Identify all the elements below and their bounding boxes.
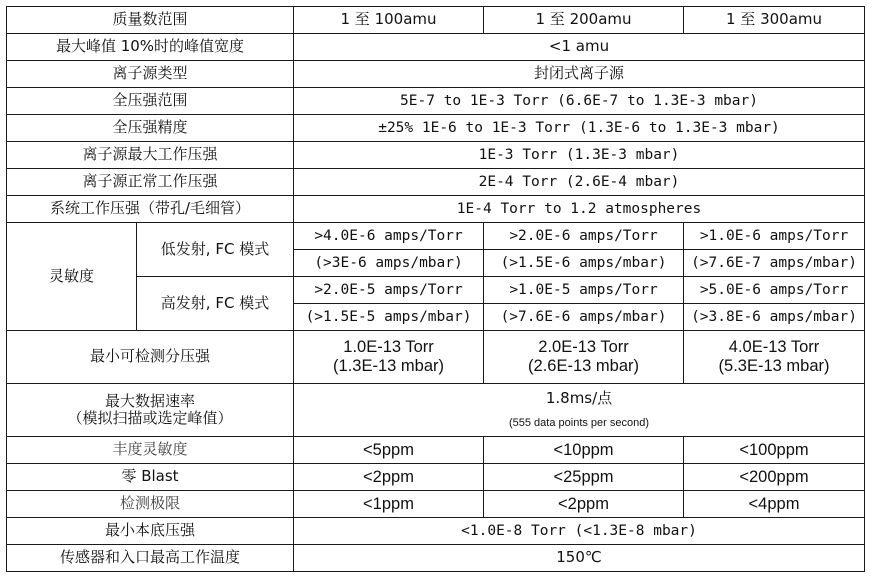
table-row — [7, 223, 865, 250]
cell-value: 2E-4 Torr (2.6E-4 mbar) — [294, 169, 865, 196]
row-label: 全压强范围 — [7, 88, 294, 115]
cell-value: >1.0E-6 amps/Torr — [684, 223, 865, 250]
sub-row-label: 低发射, FC 模式 — [137, 223, 294, 277]
cell-value — [294, 384, 865, 437]
cell-value: <1.0E-8 Torr (<1.3E-8 mbar) — [294, 518, 865, 545]
row-label: 灵敏度 — [7, 223, 137, 331]
row-label: 丰度灵敏度 — [7, 437, 294, 464]
spec-table-container — [6, 6, 865, 572]
cell-value: <2ppm — [294, 464, 484, 491]
table-row — [7, 331, 865, 384]
cell-value: 1 至 300amu — [684, 7, 865, 34]
cell-value: 1E-4 Torr to 1.2 atmospheres — [294, 196, 865, 223]
cell-value: <25ppm — [484, 464, 684, 491]
table-row — [7, 34, 865, 61]
cell-value: (>3.8E-6 amps/mbar) — [684, 304, 865, 331]
row-label: 离子源类型 — [7, 61, 294, 88]
row-label: 零 Blast — [7, 464, 294, 491]
table-row — [7, 491, 865, 518]
cell-value: <100ppm — [684, 437, 865, 464]
cell-value: <200ppm — [684, 464, 865, 491]
value-torr: 1.0E-13 Torr — [343, 338, 434, 357]
cell-value: <5ppm — [294, 437, 484, 464]
cell-value: <1 amu — [294, 34, 865, 61]
value-mbar: (2.6E-13 mbar) — [528, 357, 639, 375]
cell-value — [684, 331, 865, 384]
cell-value: 1 至 100amu — [294, 7, 484, 34]
cell-value: 150℃ — [294, 545, 865, 572]
label-line: 最大数据速率 — [105, 391, 196, 410]
data-rate-value: 1.8ms/点 — [545, 388, 613, 407]
row-label: 最小本底压强 — [7, 518, 294, 545]
value-torr: 2.0E-13 Torr — [538, 338, 629, 357]
cell-value: 5E-7 to 1E-3 Torr (6.6E-7 to 1.3E-3 mbar) — [294, 88, 865, 115]
table-row — [7, 142, 865, 169]
row-label: 全压强精度 — [7, 115, 294, 142]
table-row — [7, 464, 865, 491]
row-label — [7, 384, 294, 437]
table-row — [7, 7, 865, 34]
cell-value: >2.0E-6 amps/Torr — [484, 223, 684, 250]
cell-value: <4ppm — [684, 491, 865, 518]
table-row — [7, 88, 865, 115]
sub-row-label: 高发射, FC 模式 — [137, 277, 294, 331]
row-label: 传感器和入口最高工作温度 — [7, 545, 294, 572]
cell-value: >4.0E-6 amps/Torr — [294, 223, 484, 250]
table-row — [7, 196, 865, 223]
label-line: （模拟扫描或选定峰值） — [67, 409, 233, 427]
cell-value: (>1.5E-6 amps/mbar) — [484, 250, 684, 277]
value-mbar: (1.3E-13 mbar) — [333, 357, 444, 375]
cell-value: <1ppm — [294, 491, 484, 518]
value-torr: 4.0E-13 Torr — [728, 338, 820, 357]
cell-value: >5.0E-6 amps/Torr — [684, 277, 865, 304]
cell-value: >1.0E-5 amps/Torr — [484, 277, 684, 304]
spec-table — [6, 6, 865, 572]
table-row — [7, 518, 865, 545]
cell-value: 1 至 200amu — [484, 7, 684, 34]
row-label: 最小可检测分压强 — [7, 331, 294, 384]
cell-value: (>1.5E-5 amps/mbar) — [294, 304, 484, 331]
value-mbar: (5.3E-13 mbar) — [718, 357, 830, 375]
row-label: 质量数范围 — [7, 7, 294, 34]
row-label: 离子源正常工作压强 — [7, 169, 294, 196]
cell-value: 1E-3 Torr (1.3E-3 mbar) — [294, 142, 865, 169]
table-row — [7, 61, 865, 88]
row-label: 系统工作压强（带孔/毛细管） — [7, 196, 294, 223]
cell-value: (>7.6E-7 amps/mbar) — [684, 250, 865, 277]
cell-value: (>7.6E-6 amps/mbar) — [484, 304, 684, 331]
cell-value: <10ppm — [484, 437, 684, 464]
cell-value: <2ppm — [484, 491, 684, 518]
data-rate-note: (555 data points per second) — [508, 417, 650, 429]
table-row — [7, 169, 865, 196]
cell-value: (>3E-6 amps/mbar) — [294, 250, 484, 277]
cell-value — [294, 331, 484, 384]
cell-value: ±25% 1E-6 to 1E-3 Torr (1.3E-6 to 1.3E-3 mbar) — [294, 115, 865, 142]
table-row — [7, 384, 865, 437]
row-label: 最大峰值 10%时的峰值宽度 — [7, 34, 294, 61]
cell-value: 封闭式离子源 — [294, 61, 865, 88]
table-row — [7, 437, 865, 464]
cell-value: >2.0E-5 amps/Torr — [294, 277, 484, 304]
table-row — [7, 115, 865, 142]
table-row — [7, 545, 865, 572]
row-label: 离子源最大工作压强 — [7, 142, 294, 169]
row-label: 检测极限 — [7, 491, 294, 518]
cell-value — [484, 331, 684, 384]
